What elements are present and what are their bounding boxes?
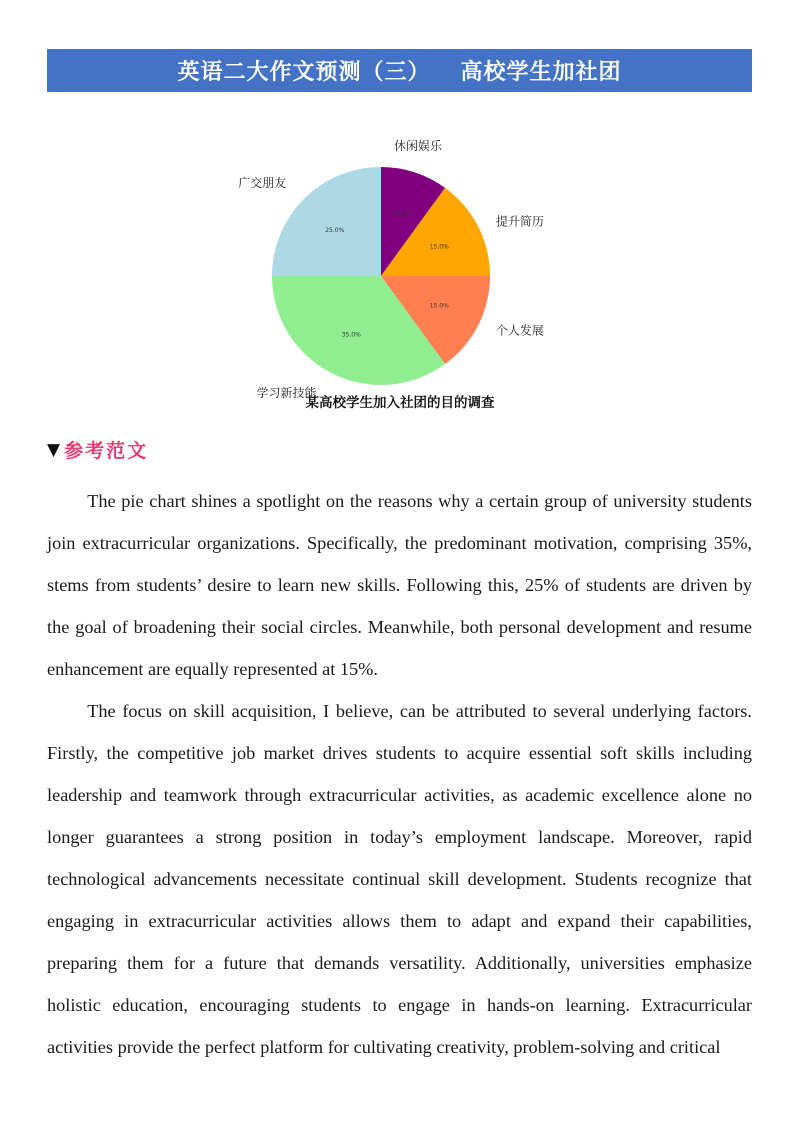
section-label: 参考范文: [64, 440, 149, 462]
pie-category-label-4: 学习新技能: [256, 385, 317, 400]
pie-slice-5: [272, 167, 381, 276]
title-part-2: 高校学生加社团: [460, 60, 622, 85]
pie-category-label-5: 广交朋友: [238, 176, 287, 191]
chart-title: 某高校学生加入社团的目的调查: [305, 395, 495, 411]
title-part-1: 英语二大作文预测（三）: [177, 60, 431, 85]
triangle-down-icon: ▼: [47, 439, 61, 460]
essay-paragraph-1: The pie chart shines a spotlight on the reasons why a certain group of university students join extracurricular organizations. Specifically, the predominant motivation, comprising 35%, stems from students’ desire to learn new skills. Following this, 25% of students are driven by the goal of broadening their social circles. Meanwhile, both personal development and resume enhancement are equally represented at 15%.: [47, 491, 752, 679]
pie-pct-label-2: 15.0%: [429, 243, 449, 251]
pie-category-label-2: 提升简历: [495, 214, 544, 229]
essay-paragraph-2: The focus on skill acquisition, I believe, can be attributed to several underlying factors. Firstly, the competitive job market drives students to acquire essential soft skills including leadership and teamwork through extracurricular activities, as academic excellence alone no longer guarantees a strong position in today’s employment landscape. Moreover, rapid technological advancements necessitate continual skill development. Students recognize that engaging in extracurricular activities allows them to adapt and expand their capabilities, preparing them for a future that demands versatility. Additionally, universities emphasize holistic education, encouraging students to engage in hands-on learning. Extracurricular activities provide the perfect platform for cultivating creativity, problem-solving and critical: [47, 701, 752, 1057]
pie-pct-label-3: 15.0%: [429, 302, 449, 310]
essay-body: [47, 480, 752, 1068]
section-heading: [47, 436, 148, 463]
pie-pct-label-5: 25.0%: [325, 226, 345, 234]
pie-pct-label-4: 35.0%: [341, 331, 361, 339]
pie-chart-svg: [0, 0, 800, 400]
pie-pct-label-1: 10.0%: [391, 210, 411, 218]
pie-category-label-3: 个人发展: [495, 323, 544, 338]
pie-category-label-1: 休闲娱乐: [394, 138, 443, 153]
pie-chart: [0, 0, 800, 420]
